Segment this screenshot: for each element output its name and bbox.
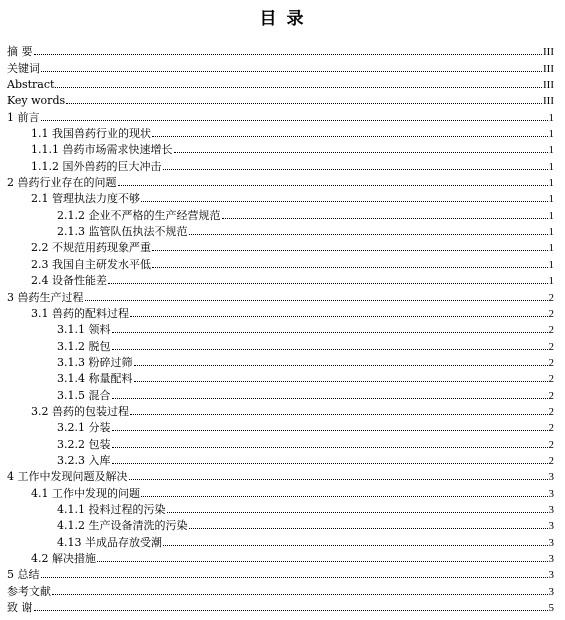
- toc-entry[interactable]: [7, 336, 554, 352]
- toc-entry[interactable]: [7, 107, 554, 123]
- toc-entry-label: 2.1 管理执法力度不够: [31, 192, 140, 206]
- toc-entry-page: 1: [548, 111, 554, 124]
- toc-entry-label: 1.1 我国兽药行业的现状: [31, 127, 151, 141]
- toc-entry-label: 4.13 半成品存放受潮: [57, 535, 162, 549]
- toc-entry[interactable]: [7, 304, 554, 320]
- dot-leader: [112, 398, 548, 399]
- toc-entry-page: 1: [548, 160, 554, 173]
- toc-entry[interactable]: [7, 598, 554, 614]
- toc-entry-label: 2 兽药行业存在的问题: [7, 176, 117, 190]
- toc-entry-label: 2.1.2 企业不严格的生产经营规范: [57, 208, 221, 222]
- toc-entry-label: 5 总结: [7, 568, 40, 582]
- dot-leader: [112, 430, 548, 431]
- toc-entry-label: 4.2 解决措施: [31, 552, 96, 565]
- dot-leader: [167, 512, 548, 513]
- toc-entry-page: 2: [548, 291, 554, 304]
- toc-entry-label: 3.2.1 分装: [57, 421, 111, 435]
- dot-leader: [34, 610, 548, 611]
- dot-leader: [189, 234, 548, 235]
- dot-leader: [41, 577, 548, 578]
- dot-leader: [112, 332, 548, 333]
- toc-entry-label: 2.4 设备性能差: [31, 274, 107, 288]
- toc-entry[interactable]: [7, 353, 554, 369]
- toc-entry-label: 1.1.2 国外兽药的巨大冲击: [31, 159, 162, 173]
- toc-entry-label: 3.1.1 领料: [57, 323, 111, 337]
- toc-entry-page: 1: [548, 128, 554, 141]
- toc-entry-label: 4.1 工作中发现的问题: [31, 486, 140, 500]
- toc-entry[interactable]: [7, 516, 554, 532]
- toc-entry[interactable]: [7, 205, 554, 221]
- dot-leader: [52, 594, 548, 595]
- dot-leader: [55, 87, 542, 88]
- toc-entry[interactable]: [7, 238, 554, 254]
- toc-entry-page: 3: [548, 569, 554, 582]
- toc-entry[interactable]: [7, 42, 554, 58]
- toc-entry-page: III: [543, 79, 554, 92]
- toc-entry[interactable]: [7, 91, 554, 107]
- toc-entry[interactable]: [7, 189, 554, 205]
- dot-leader: [163, 169, 548, 170]
- toc-entry-label: 关键词: [7, 61, 40, 75]
- toc-entry[interactable]: [7, 549, 554, 565]
- toc-entry-label: 3.2.2 包装: [57, 437, 111, 451]
- toc-entry[interactable]: [7, 222, 554, 238]
- toc-entry[interactable]: [7, 58, 554, 74]
- toc-entry-page: III: [543, 62, 554, 75]
- dot-leader: [141, 201, 548, 202]
- toc-entry-label: 3.1.2 脱包: [57, 339, 111, 353]
- toc-entry-page: 3: [548, 520, 554, 533]
- toc-entry-page: 2: [548, 454, 554, 467]
- dot-leader: [129, 479, 548, 480]
- toc-entry-page: 1: [548, 209, 554, 222]
- toc-entry-page: 2: [548, 389, 554, 402]
- toc-entry-page: 1: [548, 193, 554, 206]
- toc-entry[interactable]: [7, 565, 554, 581]
- toc-entry-label: 3.1.4 称量配料: [57, 372, 133, 386]
- toc-entry-label: 1.1.1 兽药市场需求快速增长: [31, 143, 173, 157]
- toc-entry-page: 2: [548, 307, 554, 320]
- dot-leader: [41, 71, 542, 72]
- table-of-contents: [7, 42, 554, 614]
- dot-leader: [174, 152, 548, 153]
- toc-entry-label: 3.2 兽药的包装过程: [31, 404, 129, 418]
- toc-entry-label: 摘 要: [7, 45, 33, 59]
- toc-entry-label: 4 工作中发现问题及解决: [7, 470, 128, 484]
- toc-entry-label: 4.1.2 生产设备清洗的污染: [57, 519, 188, 533]
- dot-leader: [152, 267, 548, 268]
- toc-entry-page: 2: [548, 438, 554, 451]
- toc-entry-label: 2.1.3 监管队伍执法不规范: [57, 225, 188, 239]
- toc-entry-page: 1: [548, 177, 554, 190]
- toc-entry-label: 2.2 不规范用药现象严重: [31, 241, 151, 255]
- dot-leader: [112, 349, 548, 350]
- toc-entry-label: 参考文献: [7, 584, 51, 598]
- toc-entry[interactable]: [7, 173, 554, 189]
- toc-entry[interactable]: [7, 581, 554, 597]
- toc-entry[interactable]: [7, 532, 554, 548]
- dot-leader: [134, 365, 548, 366]
- toc-entry-page: 3: [548, 487, 554, 500]
- dot-leader: [41, 120, 548, 121]
- toc-entry[interactable]: [7, 156, 554, 172]
- toc-entry-label: 3.1 兽药的配料过程: [31, 306, 129, 320]
- toc-entry-page: 3: [548, 553, 554, 565]
- toc-entry-page: 2: [548, 356, 554, 369]
- dot-leader: [222, 218, 548, 219]
- toc-entry-page: III: [543, 95, 554, 108]
- toc-entry[interactable]: [7, 320, 554, 336]
- toc-entry-label: Key words: [7, 94, 66, 108]
- dot-leader: [141, 496, 548, 497]
- toc-entry[interactable]: [7, 369, 554, 385]
- dot-leader: [163, 545, 548, 546]
- dot-leader: [118, 185, 548, 186]
- dot-leader: [85, 300, 548, 301]
- toc-entry-page: 1: [548, 242, 554, 255]
- toc-entry[interactable]: [7, 124, 554, 140]
- toc-entry-page: 1: [548, 226, 554, 239]
- toc-entry-page: 5: [548, 602, 554, 615]
- toc-entry-label: 4.1.1 投料过程的污染: [57, 502, 166, 516]
- toc-entry[interactable]: [7, 254, 554, 270]
- toc-entry[interactable]: [7, 385, 554, 401]
- toc-entry[interactable]: [7, 418, 554, 434]
- dot-leader: [134, 381, 548, 382]
- toc-entry-page: 3: [548, 503, 554, 516]
- dot-leader: [108, 283, 548, 284]
- dot-leader: [112, 463, 548, 464]
- toc-entry-page: 1: [548, 275, 554, 288]
- dot-leader: [97, 561, 548, 562]
- toc-entry-label: 3 兽药生产过程: [7, 290, 84, 304]
- toc-entry-page: III: [543, 46, 554, 59]
- toc-entry-page: 3: [548, 471, 554, 484]
- toc-entry-page: 2: [548, 405, 554, 418]
- toc-entry-page: 2: [548, 340, 554, 353]
- toc-entry[interactable]: [7, 402, 554, 418]
- toc-entry[interactable]: [7, 483, 554, 499]
- toc-entry-page: 1: [548, 144, 554, 157]
- toc-entry[interactable]: [7, 140, 554, 156]
- toc-entry-label: 1 前言: [7, 110, 40, 124]
- toc-entry-page: 2: [548, 324, 554, 337]
- toc-entry-label: Abstract: [7, 78, 55, 92]
- toc-entry[interactable]: [7, 271, 554, 287]
- toc-entry[interactable]: [7, 75, 554, 91]
- toc-entry-page: 3: [548, 585, 554, 598]
- dot-leader: [66, 103, 542, 104]
- toc-title: 目 录: [259, 9, 306, 29]
- toc-entry[interactable]: [7, 434, 554, 450]
- toc-entry[interactable]: [7, 287, 554, 303]
- dot-leader: [34, 54, 543, 55]
- dot-leader: [152, 250, 548, 251]
- toc-entry-label: 2.3 我国自主研发水平低: [31, 257, 151, 271]
- toc-entry-page: 1: [548, 258, 554, 271]
- dot-leader: [130, 316, 548, 317]
- toc-entry-page: 3: [548, 536, 554, 549]
- toc-entry[interactable]: [7, 467, 554, 483]
- dot-leader: [152, 136, 548, 137]
- toc-entry[interactable]: [7, 451, 554, 467]
- dot-leader: [189, 528, 548, 529]
- dot-leader: [112, 447, 548, 448]
- toc-entry-label: 3.1.3 粉碎过筛: [57, 355, 133, 369]
- toc-entry[interactable]: [7, 500, 554, 516]
- toc-entry-label: 致 谢: [7, 601, 33, 615]
- toc-entry-label: 3.2.3 入库: [57, 453, 111, 467]
- toc-entry-page: 2: [548, 373, 554, 386]
- toc-entry-label: 3.1.5 混合: [57, 388, 111, 402]
- dot-leader: [130, 414, 548, 415]
- toc-entry-page: 2: [548, 422, 554, 435]
